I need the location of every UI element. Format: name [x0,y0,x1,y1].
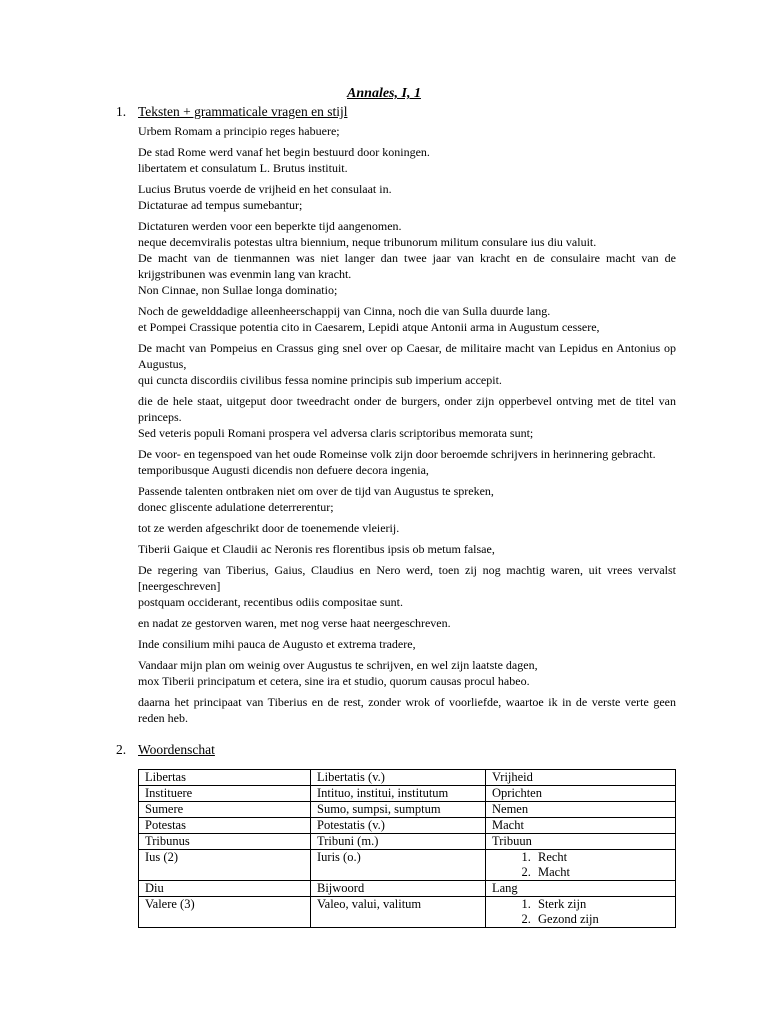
vocabulary-row [139,881,676,897]
text-line: Inde consilium mihi pauca de Augusto et extrema tradere, [138,637,416,651]
section-number: 2. [116,742,127,757]
word-forms-cell: Potestatis (v.) [311,818,486,834]
word-forms-cell: Libertatis (v.) [311,770,486,786]
text-line: postquam occiderant, recentibus odiis compositae sunt. [138,595,403,609]
text-line: qui cuncta discordiis civilibus fessa nomine principis sub imperium accepit. [138,373,502,387]
meaning-cell: Oprichten [486,786,676,802]
meaning-item: 1. Recht [534,850,669,865]
text-line: De macht van Pompeius en Crassus ging snel over op Caesar, de militaire macht van Lepidus en Antonius op Augustus, [138,341,676,371]
vocabulary-row [139,850,676,881]
latin-word-cell: Sumere [139,802,311,818]
section-heading-vocabulary [116,742,215,758]
text-line: Sed veteris populi Romani prospera vel adversa claris scriptoribus memorata sunt; [138,426,534,440]
paragraph [138,393,676,441]
latin-word-cell: Diu [139,881,311,897]
word-forms-cell: Intituo, institui, institutum [311,786,486,802]
text-line: Noch de gewelddadige alleenheerschappij van Cinna, noch die van Sulla duurde lang. [138,304,551,318]
paragraph [138,541,676,557]
meaning-cell [486,897,676,928]
text-line: neque decemviralis potestas ultra biennium, neque tribunorum militum consulare ius diu valuit. [138,235,597,249]
text-line: et Pompei Crassique potentia cito in Caesarem, Lepidi atque Antonii arma in Augustum cessere, [138,320,600,334]
paragraph [138,657,676,689]
paragraph [138,694,676,726]
vocabulary-row [139,786,676,802]
vocabulary-row [139,770,676,786]
meaning-item: 1. Sterk zijn [534,897,669,912]
section-title: Teksten + grammaticale vragen en stijl [138,104,348,119]
text-line: tot ze werden afgeschrikt door de toenemende vleierij. [138,521,400,535]
word-forms-cell: Iuris (o.) [311,850,486,881]
text-line: en nadat ze gestorven waren, met nog verse haat neergeschreven. [138,616,451,630]
text-line: De stad Rome werd vanaf het begin bestuurd door koningen. [138,145,430,159]
paragraph [138,123,676,139]
word-forms-cell: Valeo, valui, valitum [311,897,486,928]
text-line: Dictaturen werden voor een beperkte tijd aangenomen. [138,219,402,233]
text-line: De voor- en tegenspoed van het oude Romeinse volk zijn door beroemde schrijvers in herinnering gebracht. [138,447,656,461]
paragraph [138,446,676,478]
text-line: De regering van Tiberius, Gaius, Claudius en Nero werd, toen zij nog machtig waren, uit vrees vervalst [neergeschreven] [138,563,676,593]
paragraph [138,340,676,388]
latin-word-cell: Instituere [139,786,311,802]
text-line: Passende talenten ontbraken niet om over de tijd van Augustus te spreken, [138,484,494,498]
meaning-cell: Vrijheid [486,770,676,786]
text-line: mox Tiberii principatum et cetera, sine ira et studio, quorum causas procul habeo. [138,674,530,688]
meaning-cell: Lang [486,881,676,897]
text-line: Tiberii Gaique et Claudii ac Neronis res florentibus ipsis ob metum falsae, [138,542,495,556]
latin-word-cell: Tribunus [139,834,311,850]
word-forms-cell: Tribuni (m.) [311,834,486,850]
paragraph [138,562,676,610]
text-line: donec gliscente adulatione deterrerentur; [138,500,334,514]
text-line: Non Cinnae, non Sullae longa dominatio; [138,283,338,297]
meaning-cell [486,850,676,881]
paragraph [138,483,676,515]
meaning-cell: Nemen [486,802,676,818]
vocabulary-row [139,802,676,818]
text-line: temporibusque Augusti dicendis non defuere decora ingenia, [138,463,429,477]
latin-word-cell: Potestas [139,818,311,834]
meaning-item: 2. Gezond zijn [534,912,669,927]
latin-word-cell: Libertas [139,770,311,786]
vocabulary-row [139,834,676,850]
word-forms-cell: Bijwoord [311,881,486,897]
paragraph [138,303,676,335]
page-title: Annales, I, 1 [347,86,421,101]
vocabulary-row [139,818,676,834]
section-number: 1. [116,104,127,119]
paragraph [138,615,676,631]
paragraph [138,636,676,652]
meaning-list [492,850,669,880]
paragraph [138,218,676,298]
paragraph [138,144,676,176]
paragraph [138,181,676,213]
text-line: libertatem et consulatum L. Brutus instituit. [138,161,348,175]
meaning-item: 2. Macht [534,865,669,880]
text-line: Dictaturae ad tempus sumebantur; [138,198,303,212]
text-body [138,123,676,731]
paragraph [138,520,676,536]
text-line: die de hele staat, uitgeput door tweedracht onder de burgers, onder zijn opperbevel ontving met de titel van princeps. [138,394,676,424]
meaning-list [492,897,669,927]
text-line: Lucius Brutus voerde de vrijheid en het consulaat in. [138,182,392,196]
section-title: Woordenschat [138,742,215,757]
text-line: daarna het principaat van Tiberius en de rest, zonder wrok of voorliefde, waartoe ik in de verste verte geen reden heb. [138,695,676,725]
latin-word-cell: Ius (2) [139,850,311,881]
word-forms-cell: Sumo, sumpsi, sumptum [311,802,486,818]
text-line: Urbem Romam a principio reges habuere; [138,124,340,138]
latin-word-cell: Valere (3) [139,897,311,928]
section-heading-texts [116,104,347,120]
text-line: De macht van de tienmannen was niet langer dan twee jaar van kracht en de consulaire macht van de krijgstribunen was evenmin lang van kracht. [138,251,676,281]
text-line: Vandaar mijn plan om weinig over Augustus te schrijven, en wel zijn laatste dagen, [138,658,538,672]
vocabulary-table [138,769,676,928]
vocabulary-row [139,897,676,928]
meaning-cell: Macht [486,818,676,834]
meaning-cell: Tribuun [486,834,676,850]
